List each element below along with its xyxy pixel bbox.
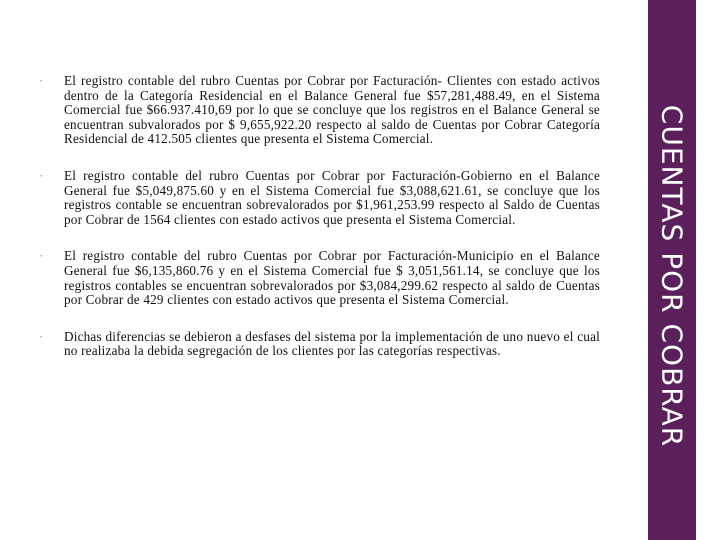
bullet-list	[40, 74, 600, 381]
bullet-item-diferencias	[40, 330, 600, 359]
bullet-item-gobierno	[40, 169, 600, 227]
bullet-item-municipio	[40, 249, 600, 307]
bullet-text: El registro contable del rubro Cuentas por Cobrar por Facturación-Municipio en el Balance General fue $6,135,860.76 y en el Sistema Comercial fue $ 3,051,561.14, se concluye que los registros contables se encuentran sobrevalorados por $3,084,299.62 respecto al saldo de Cuentas por Cobrar de 429 clientes con estado activos que presenta el Sistema Comercial.	[64, 248, 600, 308]
bullet-marker: •	[40, 254, 43, 261]
title-band	[642, 0, 720, 540]
bullet-text: El registro contable del rubro Cuentas por Cobrar por Facturación-Gobierno en el Balance General fue $5,049,875.60 y en el Sistema Comercial fue $3,088,621.61, se concluye que los registros contable se encuentran sobrevalorados por $1,961,253.99 respecto al Saldo de Cuentas por Cobrar de 1564 clientes con estado activos que presenta el Sistema Comercial.	[64, 167, 600, 227]
bullet-marker: •	[40, 79, 43, 85]
bullet-marker: •	[40, 334, 43, 341]
bullet-text: El registro contable del rubro Cuentas por Cobrar por Facturación- Clientes con estado activos dentro de la Categoría Residencial en el Balance General fue $57,281,488.49, en el Sistema Comercial fue $66.937.410,69 por lo que se concluye que los registros en el Balance General se encuentran subvalorados por $ 9,655,922.20 respecto al saldo de Cuentas por Cobrar Categoría Residencial de 412.505 clientes que presenta el Sistema Comercial.	[64, 73, 600, 147]
title-bar-edge	[700, 0, 720, 540]
slide-title: CUENTAS POR COBRAR	[655, 104, 689, 448]
bullet-marker: •	[40, 173, 43, 180]
bullet-item-residencial	[40, 74, 600, 147]
bullet-text: Dichas diferencias se debieron a desfases del sistema por la implementación de uno nuevo el cual no realizaba la debida segregación de los clientes por las categorías respectivas.	[64, 328, 600, 359]
